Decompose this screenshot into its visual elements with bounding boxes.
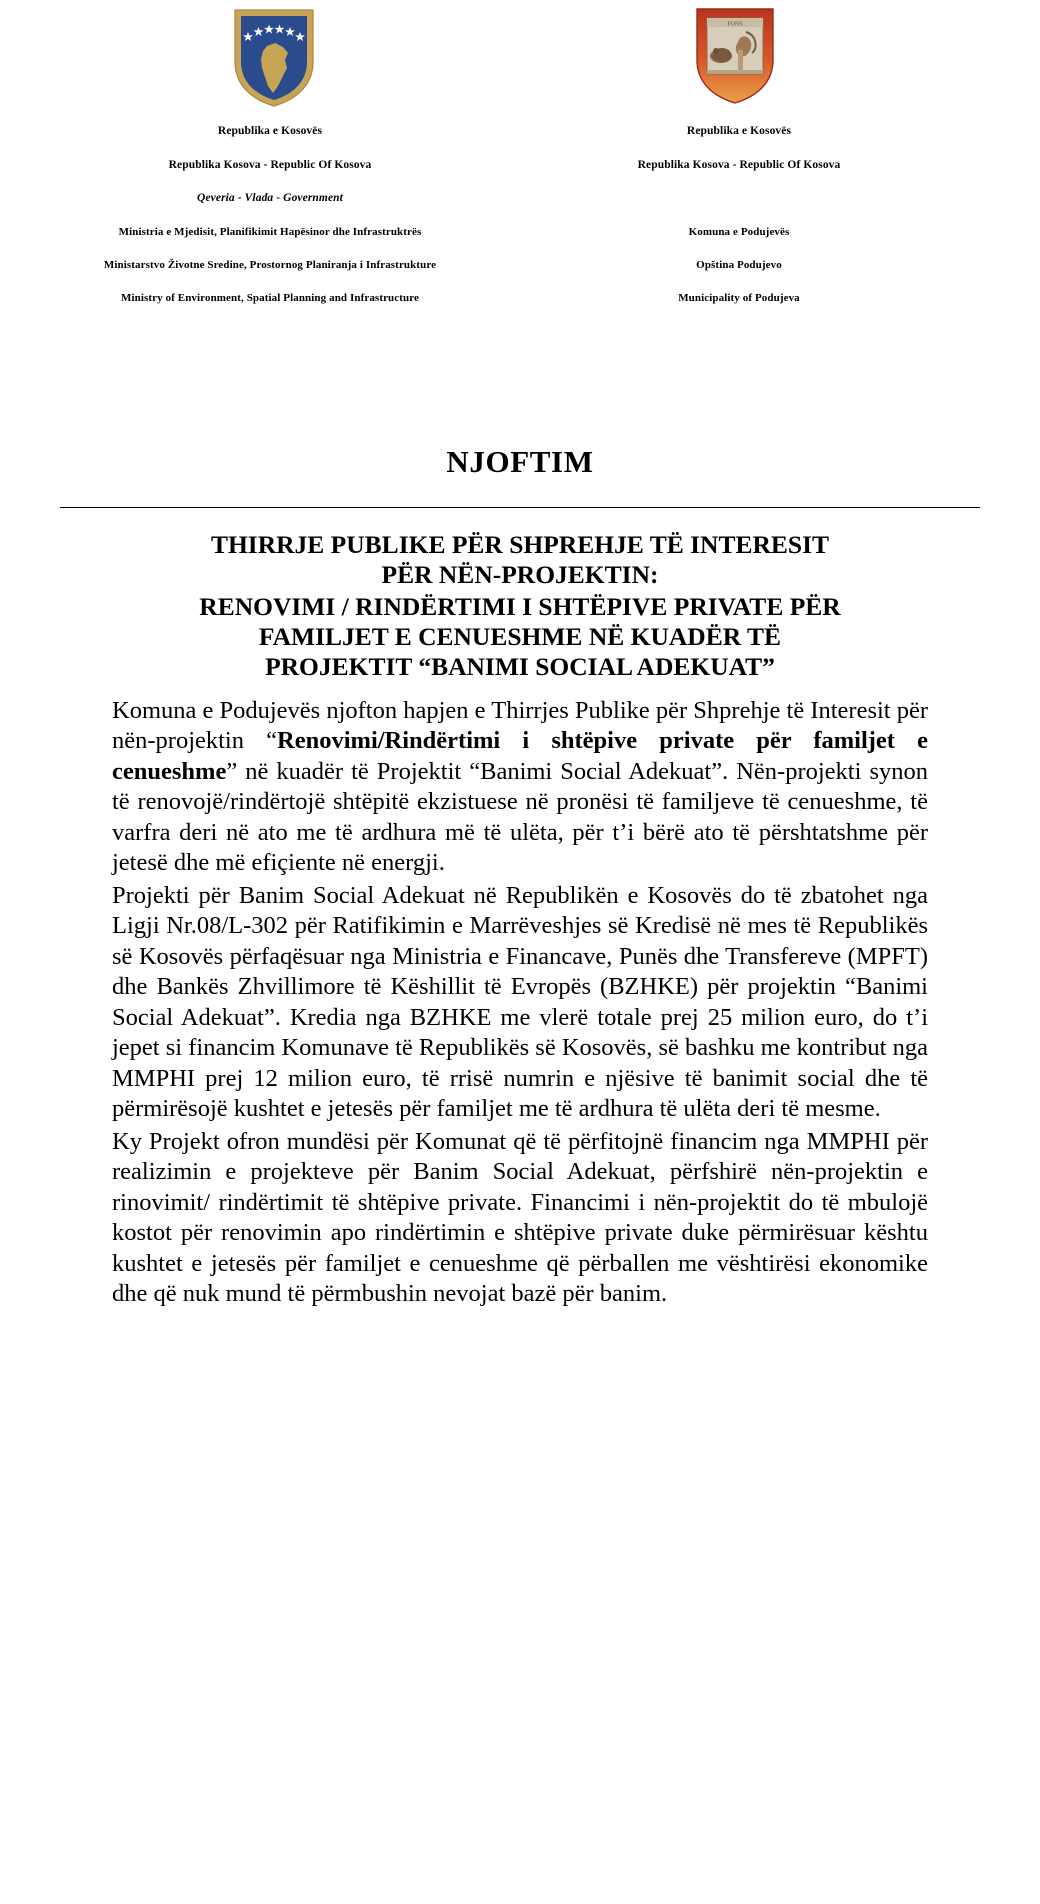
paragraph-2: [112, 881, 928, 1125]
subtitle-line-2: RENOVIMI / RINDËRTIMI I SHTËPIVE PRIVATE PËR: [199, 591, 841, 621]
paragraph-1: [112, 696, 928, 879]
lh-right-line-2: [500, 193, 978, 205]
lh-right-line-5: Municipality of Podujeva: [678, 291, 800, 304]
lh-left-line-5: Ministry of Environment, Spatial Planning and Infrastructure: [120, 291, 420, 304]
run-text: ” në kuadër të Projektit “Banimi Social Adekuat”. Nën-projekti synon të renovojë/rindërtojë shtëpitë ekzistuese në pronësi të familjeve të cenueshme, të varfra deri në ato me të ardhura më të ulëta, për t’i bërë ato të përshtatshme për jetesë dhe më efiçiente në energji.: [112, 757, 928, 877]
letterhead-right-lines: [500, 126, 1040, 304]
letterhead-left-column: [0, 6, 500, 326]
subtitle-line-0: THIRRJE PUBLIKE PËR SHPREHJE TË INTERESIT: [210, 529, 830, 559]
paragraph-3: [112, 1127, 928, 1310]
lh-right-line-1: Republika Kosova - Republic Of Kosova: [637, 158, 841, 171]
run-text: Komuna e Podujevës njofton hapjen e Thirrjes Publike për Shprehje të Interesit për nën-projektin “: [112, 696, 929, 755]
lh-right-line-0: Republika e Kosovës: [686, 125, 792, 137]
letterhead-right-column: [500, 6, 1040, 326]
subtitle-line-4: PROJEKTIT “BANIMI SOCIAL ADEKUAT”: [265, 651, 775, 681]
lh-left-line-2: Qeveria - Vlada - Government: [197, 192, 343, 204]
lh-right-line-3: Komuna e Podujevës: [688, 225, 790, 238]
header-body-spacer: [0, 326, 1040, 444]
lh-left-line-1: Republika Kosova - Republic Of Kosova: [168, 158, 372, 171]
letterhead-left-lines: [40, 126, 500, 304]
run-text: Projekti për Banim Social Adekuat në Republikën e Kosovës do të zbatohet nga Ligji Nr.08/L-302 për Ratifikimin e Marrëveshjes së Kredisë në mes të Republikës së Kosovës përfaqësuar nga Ministria e Financave, Punës dhe Transfereve (MPFT) dhe Bankës Zhvillimore të Këshillit të Evropës (BZHKE) për projektin “Banimi Social Adekuat”. Kredia nga BZHKE me vlerë totale prej 25 milion euro, do t’i jepet si financim Komunave të Republikës së Kosovës, së bashku me kontribut nga MMPHI prej 12 milion euro, të rrisë numrin e njësive të banimit social dhe të përmirësojë kushtet e jetesës për familjet me të ardhura të ulëta deri të mesme.: [112, 881, 928, 1123]
podujeva-coat-of-arms-icon: [500, 6, 1040, 116]
page-title: NJOFTIM: [446, 443, 594, 479]
letterhead: [0, 0, 1040, 326]
lh-left-line-0: Republika e Kosovës: [217, 125, 323, 137]
emphasis-text: Renovimi/Rindërtimi i shtëpive private për familjet e cenueshme: [112, 727, 928, 785]
lh-left-line-3: Ministria e Mjedisit, Planifikimit Hapësinor dhe Infrastruktrës: [118, 225, 422, 238]
subtitle-line-1: PËR NËN-PROJEKTIN:: [381, 559, 659, 589]
kosovo-coat-of-arms-icon: [40, 6, 500, 116]
lh-left-line-4: Ministarstvo Životne Sredine, Prostornog Planiranja i Infrastrukture: [103, 258, 437, 271]
lh-right-line-4: Opština Podujevo: [696, 258, 782, 271]
subtitle-block: [0, 530, 1040, 682]
svg-text:FONS: FONS: [727, 21, 743, 28]
body-text: [0, 696, 1040, 1310]
title-divider: [60, 507, 980, 508]
subtitle-line-3: FAMILJET E CENUESHME NË KUADËR TË: [258, 621, 782, 651]
run-text: Ky Projekt ofron mundësi për Komunat që të përfitojnë financim nga MMPHI për realizimin e projekteve për Banim Social Adekuat, përfshirë nën-projektin e rinovimit/ rindërtimit të shtëpive private. Financimi i nën-projektit do të mbulojë kostot për renovimin apo rindërtimin e shtëpive private duke përmirësuar kështu kushtet e jetesës për familjet e cenueshme që përballen me vështirësi ekonomike dhe që nuk mund të përmbushin nevojat bazë për banim.: [112, 1127, 928, 1308]
